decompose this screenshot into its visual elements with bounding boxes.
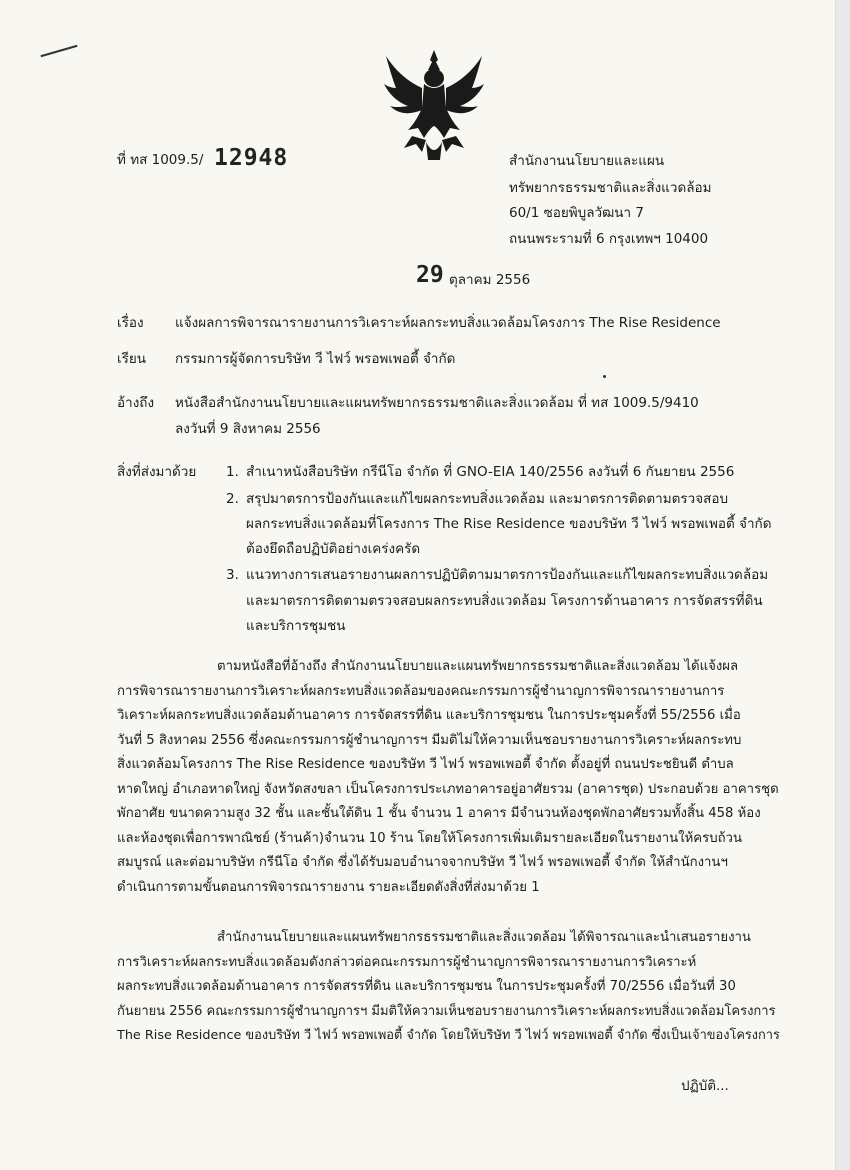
body-paragraph-1 bbox=[117, 655, 781, 900]
date-month-year: ตุลาคม 2556 bbox=[449, 272, 531, 288]
para1-line: การพิจารณารายงานการวิเคราะห์ผลกระทบสิ่งแวดล้อมของคณะกรรมการผู้ชำนาญการพิจารณารายงานการ bbox=[117, 683, 725, 699]
doc-number: 12948 bbox=[214, 145, 289, 171]
para1-line: พักอาศัย ขนาดความสูง 32 ชั้น และชั้นใต้ดิน 1 ชั้น จำนวน 1 อาคาร มีจำนวนห้องชุดพักอาศัยรวมทั้งสิ้น 458 ห้อง bbox=[117, 806, 761, 821]
office-line-2: ทรัพยากรธรรมชาติและสิ่งแวดล้อม bbox=[509, 180, 712, 196]
recipient-text: กรรมการผู้จัดการบริษัท วี ไฟว์ พรอพเพอตี้ จำกัด bbox=[175, 351, 456, 367]
office-line-3: 60/1 ซอยพิบูลวัฒนา 7 bbox=[509, 205, 644, 221]
enclosure-3-line-2: และมาตรการติดตามตรวจสอบผลกระทบสิ่งแวดล้อม โครงการด้านอาคาร การจัดสรรที่ดิน bbox=[246, 593, 763, 609]
para1-line: สิ่งแวดล้อมโครงการ The Rise Residence ของบริษัท วี ไฟว์ พรอพเพอตี้ จำกัด ตั้งอยู่ที่ ถนนประชยินดี ตำบล bbox=[117, 757, 734, 772]
page-edge bbox=[835, 0, 850, 1170]
subject-label: เรื่อง bbox=[117, 315, 144, 331]
reference-label: อ้างถึง bbox=[117, 395, 155, 411]
recipient-label: เรียน bbox=[117, 351, 147, 367]
para1-line: หาดใหญ่ อำเภอหาดใหญ่ จังหวัดสงขลา เป็นโครงการประเภทอาคารอยู่อาศัยรวม (อาคารชุด) ประกอบด้วย อาคารชุด bbox=[117, 781, 779, 797]
garuda-emblem-icon bbox=[382, 48, 486, 168]
para2-line: สำนักงานนโยบายและแผนทรัพยากรธรรมชาติและสิ่งแวดล้อม ได้พิจารณาและนำเสนอรายงาน bbox=[217, 930, 751, 945]
para2-line: The Rise Residence ของบริษัท วี ไฟว์ พรอพเพอตี้ จำกัด โดยให้บริษัท วี ไฟว์ พรอพเพอตี้ จำกัด ซึ่งเป็นเจ้าของโครงการ bbox=[117, 1028, 780, 1043]
continuation-text: ปฏิบัติ... bbox=[681, 1078, 729, 1094]
enclosure-num-1: 1. bbox=[226, 464, 239, 480]
pen-mark bbox=[40, 45, 77, 57]
reference-line-1: หนังสือสำนักงานนโยบายและแผนทรัพยากรธรรมชาติและสิ่งแวดล้อม ที่ ทส 1009.5/9410 bbox=[175, 395, 699, 411]
date-day: 29 bbox=[416, 262, 444, 288]
para1-line: สมบูรณ์ และต่อมาบริษัท กรีนีโอ จำกัด ซึ่งได้รับมอบอำนาจจากบริษัท วี ไฟว์ พรอพเพอตี้ จำกัด ให้สำนักงานฯ bbox=[117, 855, 728, 870]
para1-line: และห้องชุดเพื่อการพาณิชย์ (ร้านค้า)จำนวน 10 ร้าน โดยให้โครงการเพิ่มเติมรายละเอียดในรายงานให้ครบถ้วน bbox=[117, 830, 742, 846]
enclosure-2-line-3: ต้องยึดถือปฏิบัติอย่างเคร่งครัด bbox=[246, 541, 421, 557]
doc-ref-prefix: ที่ ทส 1009.5/ bbox=[117, 152, 204, 168]
enclosure-1-line-1: สำเนาหนังสือบริษัท กรีนีโอ จำกัด ที่ GNO-EIA 140/2556 ลงวันที่ 6 กันยายน 2556 bbox=[246, 464, 735, 480]
para2-line: การวิเคราะห์ผลกระทบสิ่งแวดล้อมดังกล่าวต่อคณะกรรมการผู้ชำนาญการพิจารณารายงานการวิเคราะห์ bbox=[117, 954, 697, 970]
enclosure-num-2: 2. bbox=[226, 491, 239, 507]
para2-line: กันยายน 2556 คณะกรรมการผู้ชำนาญการฯ มีมติให้ความเห็นชอบรายงานการวิเคราะห์ผลกระทบสิ่งแวดล้อมโครงการ bbox=[117, 1003, 776, 1019]
subject-text: แจ้งผลการพิจารณารายงานการวิเคราะห์ผลกระทบสิ่งแวดล้อมโครงการ The Rise Residence bbox=[175, 315, 721, 331]
para1-line: วิเคราะห์ผลกระทบสิ่งแวดล้อมด้านอาคาร การจัดสรรที่ดิน และบริการชุมชน ในการประชุมครั้งที่ 55/2556 เมื่อ bbox=[117, 708, 741, 723]
ink-dot bbox=[603, 375, 606, 378]
para1-line: ตามหนังสือที่อ้างถึง สำนักงานนโยบายและแผนทรัพยากรธรรมชาติและสิ่งแวดล้อม ได้แจ้งผล bbox=[217, 659, 739, 674]
enclosure-2-line-2: ผลกระทบสิ่งแวดล้อมที่โครงการ The Rise Residence ของบริษัท วี ไฟว์ พรอพเพอตี้ จำกัด bbox=[246, 516, 772, 532]
office-line-4: ถนนพระรามที่ 6 กรุงเทพฯ 10400 bbox=[509, 231, 709, 247]
para2-line: ผลกระทบสิ่งแวดล้อมด้านอาคาร การจัดสรรที่ดิน และบริการชุมชน ในการประชุมครั้งที่ 70/2556 เมื่อวันที่ 30 bbox=[117, 979, 736, 994]
reference-line-2: ลงวันที่ 9 สิงหาคม 2556 bbox=[175, 421, 321, 437]
office-line-1: สำนักงานนโยบายและแผน bbox=[509, 153, 665, 169]
enclosures-label: สิ่งที่ส่งมาด้วย bbox=[117, 464, 197, 480]
body-paragraph-2 bbox=[117, 926, 781, 1049]
enclosure-2-line-1: สรุปมาตรการป้องกันและแก้ไขผลกระทบสิ่งแวดล้อม และมาตรการติดตามตรวจสอบ bbox=[246, 491, 729, 507]
enclosure-num-3: 3. bbox=[226, 567, 239, 583]
enclosure-3-line-1: แนวทางการเสนอรายงานผลการปฏิบัติตามมาตรการป้องกันและแก้ไขผลกระทบสิ่งแวดล้อม bbox=[246, 567, 769, 583]
enclosure-3-line-3: และบริการชุมชน bbox=[246, 618, 346, 634]
para1-line: วันที่ 5 สิงหาคม 2556 ซึ่งคณะกรรมการผู้ชำนาญการฯ มีมติไม่ให้ความเห็นชอบรายงานการวิเคราะห์ผลกระทบ bbox=[117, 732, 742, 748]
para1-line: ดำเนินการตามขั้นตอนการพิจารณารายงาน รายละเอียดดังสิ่งที่ส่งมาด้วย 1 bbox=[117, 879, 540, 895]
